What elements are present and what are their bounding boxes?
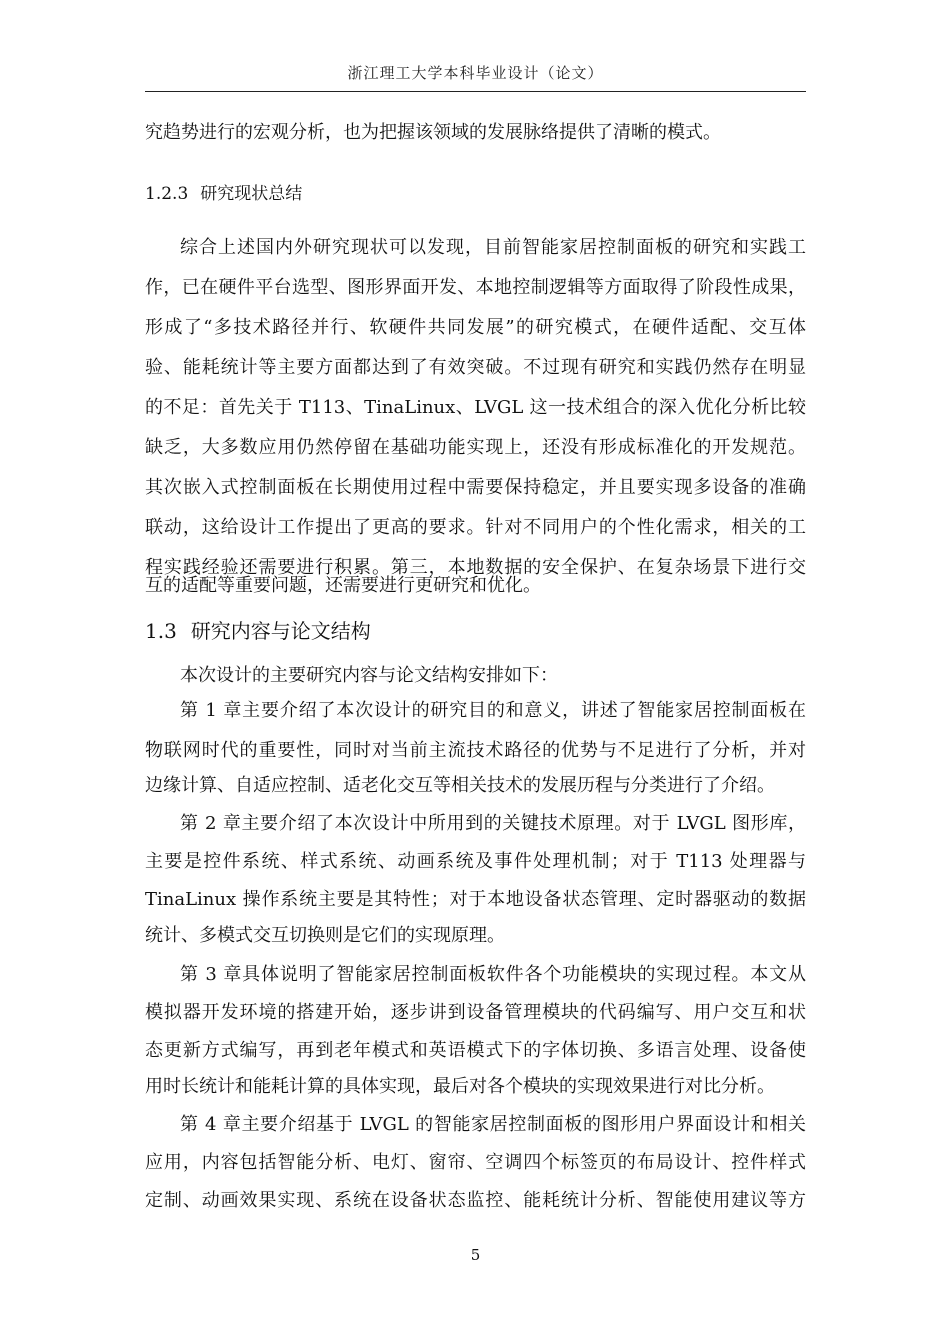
- subsection-number: 1.2.3: [145, 184, 189, 204]
- chapter1-line: 边缘计算、自适应控制、适老化交互等相关技术的发展历程与分类进行了介绍。: [145, 775, 775, 796]
- chapter3-line: 第 3 章具体说明了智能家居控制面板软件各个功能模块的实现过程。本文从: [180, 964, 806, 985]
- chapter3-line: 用时长统计和能耗计算的具体实现，最后对各个模块的实现效果进行对比分析。: [145, 1076, 775, 1097]
- chapter4-line: 定制、动画效果实现、系统在设备状态监控、能耗统计分析、智能使用建议等方: [145, 1190, 806, 1211]
- summary-line: 其次嵌入式控制面板在长期使用过程中需要保持稳定，并且要实现多设备的准确: [145, 477, 806, 498]
- summary-line: 互的适配等重要问题，还需要进行更研究和优化。: [145, 575, 541, 596]
- chapter1-line: 第 1 章主要介绍了本次设计的研究目的和意义，讲述了智能家居控制面板在: [180, 700, 806, 721]
- chapter2-line: TinaLinux 操作系统主要是其特性；对于本地设备状态管理、定时器驱动的数据: [145, 889, 806, 910]
- header-rule: [145, 91, 806, 92]
- page-number: 5: [470, 1246, 481, 1264]
- subsection-title: 研究现状总结: [200, 184, 303, 204]
- chapter2-line: 统计、多模式交互切换则是它们的实现原理。: [145, 925, 505, 946]
- chapter3-line: 模拟器开发环境的搭建开始，逐步讲到设备管理模块的代码编写、用户交互和状: [145, 1002, 806, 1023]
- summary-line: 的不足：首先关于 T113、TinaLinux、LVGL 这一技术组合的深入优化分析比较: [145, 397, 806, 418]
- chapter1-line: 物联网时代的重要性，同时对当前主流技术路径的优势与不足进行了分析，并对: [145, 740, 806, 761]
- summary-line: 形成了“多技术路径并行、软硬件共同发展”的研究模式，在硬件适配、交互体: [145, 317, 806, 338]
- chapter2-line: 第 2 章主要介绍了本次设计中所用到的关键技术原理。对于 LVGL 图形库，: [180, 813, 806, 834]
- summary-line: 综合上述国内外研究现状可以发现，目前智能家居控制面板的研究和实践工: [180, 237, 806, 258]
- summary-line: 程实践经验还需要进行积累。第三，本地数据的安全保护、在复杂场景下进行交: [145, 557, 806, 578]
- chapter3-line: 态更新方式编写，再到老年模式和英语模式下的字体切换、多语言处理、设备使: [145, 1040, 806, 1061]
- summary-line: 验、能耗统计等主要方面都达到了有效突破。不过现有研究和实践仍然存在明显: [145, 357, 806, 378]
- chapter4-line: 应用，内容包括智能分析、电灯、窗帘、空调四个标签页的布局设计、控件样式: [145, 1152, 806, 1173]
- summary-line: 联动，这给设计工作提出了更高的要求。针对不同用户的个性化需求，相关的工: [145, 517, 806, 538]
- section-number: 1.3: [145, 619, 177, 643]
- chapter4-line: 第 4 章主要介绍基于 LVGL 的智能家居控制面板的图形用户界面设计和相关: [180, 1114, 806, 1135]
- section-heading: [145, 612, 371, 650]
- page-header: 浙江理工大学本科毕业设计（论文）: [347, 64, 604, 82]
- chapter2-line: 主要是控件系统、样式系统、动画系统及事件处理机制；对于 T113 处理器与: [145, 851, 806, 872]
- continued-paragraph-line: 究趋势进行的宏观分析，也为把握该领域的发展脉络提供了清晰的模式。: [145, 122, 721, 143]
- summary-line: 缺乏，大多数应用仍然停留在基础功能实现上，还没有形成标准化的开发规范。: [145, 437, 806, 458]
- intro-line: 本次设计的主要研究内容与论文结构安排如下：: [180, 665, 558, 686]
- section-title: 研究内容与论文结构: [190, 619, 371, 643]
- subsection-heading: [145, 178, 302, 210]
- summary-line: 作，已在硬件平台选型、图形界面开发、本地控制逻辑等方面取得了阶段性成果，: [145, 277, 806, 298]
